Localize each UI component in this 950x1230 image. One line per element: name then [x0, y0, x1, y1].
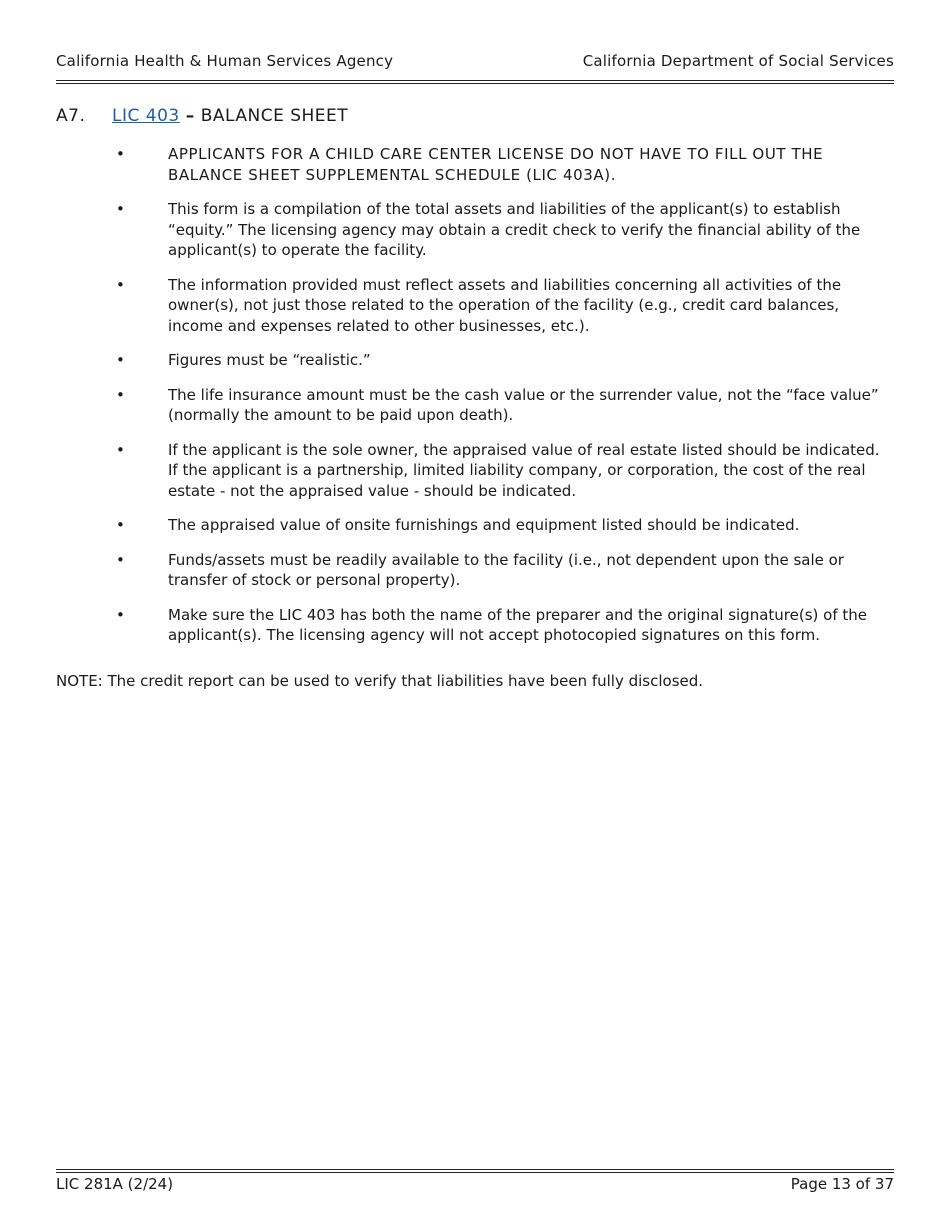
list-item — [112, 385, 882, 426]
list-item-text: If the applicant is the sole owner, the appraised value of real estate listed should be indicated. If the applicant is a partnership, limited liability company, or corporation, the cost of the real estate - not the appraised value - should be indicated. — [168, 440, 880, 500]
bullet-icon: • — [116, 550, 125, 569]
bullet-icon: • — [116, 145, 126, 163]
header-department: California Department of Social Services — [582, 52, 894, 70]
list-item-text: Make sure the LIC 403 has both the name of the preparer and the original signature(s) of the applicant(s). The licensing agency will not accept photocopied signatures on this form. — [168, 605, 867, 644]
bullet-icon: • — [116, 351, 125, 369]
list-item-text: The information provided must reflect assets and liabilities concerning all activities of the owner(s), not just those related to the operation of the facility (e.g., credit card balances, income and expenses related to other businesses, etc.). — [168, 275, 842, 335]
list-item-text: Funds/assets must be readily available to the facility (i.e., not dependent upon the sale or transfer of stock or personal property). — [168, 550, 844, 589]
list-item-text: The appraised value of onsite furnishings and equipment listed should be indicated. — [168, 516, 800, 534]
footer-rule-top — [56, 1169, 894, 1170]
list-item-text: APPLICANTS FOR A CHILD CARE CENTER LICENSE DO NOT HAVE TO FILL OUT THE BALANCE SHEET SUPPLEMENTAL SCHEDULE (LIC 403A). — [168, 145, 824, 184]
list-item — [112, 144, 882, 185]
list-item-text: Figures must be “realistic.” — [168, 351, 371, 369]
header-agency: California Health & Human Services Agency — [56, 52, 394, 70]
list-item — [112, 350, 882, 371]
page-number: Page 13 of 37 — [790, 1175, 894, 1193]
list-item — [112, 199, 882, 261]
header-rule-top — [56, 80, 894, 81]
list-item-text: The life insurance amount must be the cash value or the surrender value, not the “face value” (normally the amount to be paid upon death). — [168, 385, 879, 424]
list-item — [112, 550, 882, 591]
header-rule-bottom — [56, 83, 894, 84]
bullet-icon: • — [116, 385, 125, 404]
footer-rule-bottom — [56, 1172, 894, 1173]
list-item — [112, 515, 882, 536]
bullet-icon: • — [116, 605, 125, 624]
note-text: NOTE: The credit report can be used to verify that liabilities have been fully disclosed. — [56, 672, 704, 690]
bullet-icon: • — [116, 440, 125, 459]
list-item-text: This form is a compilation of the total assets and liabilities of the applicant(s) to establish “equity.” The licensing agency may obtain a credit check to verify the financial ability of the applicant(s) to operate the facility. — [168, 200, 861, 259]
bullet-icon: • — [116, 516, 125, 534]
list-item — [112, 605, 882, 646]
section-heading — [56, 106, 348, 126]
bullet-icon: • — [116, 275, 125, 294]
instruction-list — [112, 144, 882, 660]
section-number: A7. — [56, 106, 86, 126]
section-dash: – — [185, 106, 195, 126]
lic-403-link[interactable]: LIC 403 — [112, 106, 180, 126]
bullet-icon: • — [116, 200, 125, 218]
list-item — [112, 440, 882, 502]
page-header — [56, 52, 894, 74]
section-title: BALANCE SHEET — [200, 106, 349, 126]
form-number: LIC 281A (2/24) — [56, 1175, 174, 1193]
page-footer — [56, 1175, 894, 1193]
list-item — [112, 275, 882, 337]
